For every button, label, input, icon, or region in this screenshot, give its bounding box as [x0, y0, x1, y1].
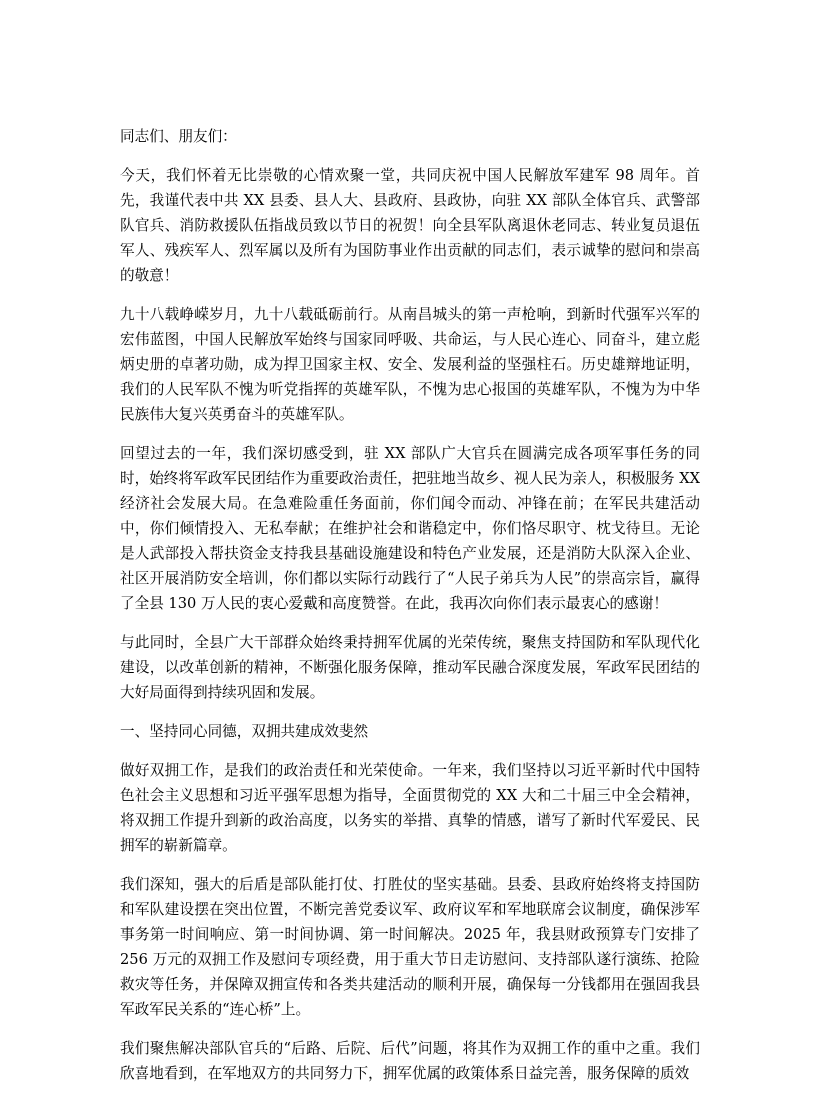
paragraph-families: 我们聚焦解决部队官兵的“后路、后院、后代”问题，将其作为双拥工作的重中之重。我们欣喜地看到，在军地双方的共同努力下，拥军优属的政策体系日益完善，服务保障的质效	[120, 1040, 700, 1082]
salutation: 同志们、朋友们：	[120, 128, 237, 145]
section-heading-1: 一、坚持同心同德，双拥共建成效斐然	[120, 723, 369, 740]
paragraph-review: 回望过去的一年，我们深切感受到，驻 XX 部队广大官兵在圆满完成各项军事任务的同时，始终将军政军民团结作为重要政治责任，把驻地当故乡、视人民为亲人，积极服务 XX 经济社会发展大局。在急难险重任务面前，你们闻令而动、冲锋在前；在军民共建活动中，你们倾情投入、无私奉献；在维护社会和谐稳定中，你们恪尽职守、枕戈待旦。无论是人武部投入帮扶资金支持我县基础设施建设和特色产业发展，还是消防大队深入企业、社区开展消防安全培训，你们都以实际行动践行了“人民子弟兵为人民”的崇高宗旨，赢得了全县 130 万人民的衷心爱戴和高度赞誉。在此，我再次向你们表示最衷心的感谢！	[120, 445, 700, 612]
paragraph-opening: 今天，我们怀着无比崇敬的心情欢聚一堂，共同庆祝中国人民解放军建军 98 周年。首先，我谨代表中共 XX 县委、县人大、县政府、县政协，向驻 XX 部队全体官兵、武警部队官兵、消防救援队伍指战员致以节日的祝贺！向全县军队离退休老同志、转业复员退伍军人、残疾军人、烈军属以及所有为国防事业作出贡献的同志们，表示诚挚的慰问和崇高的敬意！	[120, 167, 700, 284]
paragraph-history: 九十八载峥嵘岁月，九十八载砥砺前行。从南昌城头的第一声枪响，到新时代强军兴军的宏伟蓝图，中国人民解放军始终与国家同呼吸、共命运，与人民心连心、同奋斗，建立彪炳史册的卓著功勋，成为捍卫国家主权、安全、发展利益的坚强柱石。历史雄辩地证明，我们的人民军队不愧为听党指挥的英雄军队，不愧为忠心报国的英雄军队，不愧为为中华民族伟大复兴英勇奋斗的英雄军队。	[120, 306, 700, 423]
paragraph-backing: 我们深知，强大的后盾是部队能打仗、打胜仗的坚实基础。县委、县政府始终将支持国防和军队建设摆在突出位置，不断完善党委议军、政府议军和军地联席会议制度，确保涉军事务第一时间响应、第一时间协调、第一时间解决。2025 年，我县财政预算专门安排了 256 万元的双拥工作及慰问专项经费，用于重大节日走访慰问、支持部队遂行演练、抢险救灾等任务，并保障双拥宣传和各类共建活动的顺利开展，确保每一分钱都用在强固我县军政军民关系的“连心桥”上。	[120, 876, 700, 1018]
document-page	[120, 124, 700, 1100]
paragraph-duty: 做好双拥工作，是我们的政治责任和光荣使命。一年来，我们坚持以习近平新时代中国特色社会主义思想和习近平强军思想为指导，全面贯彻党的 XX 大和二十届三中全会精神，将双拥工作提升到新的政治高度，以务实的举措、真挚的情感，谱写了新时代军爱民、民拥军的崭新篇章。	[120, 762, 700, 854]
paragraph-support: 与此同时，全县广大干部群众始终秉持拥军优属的光荣传统，聚焦支持国防和军队现代化建设，以改革创新的精神，不断强化服务保障，推动军民融合深度发展，军政军民团结的大好局面得到持续巩固和发展。	[120, 634, 700, 701]
